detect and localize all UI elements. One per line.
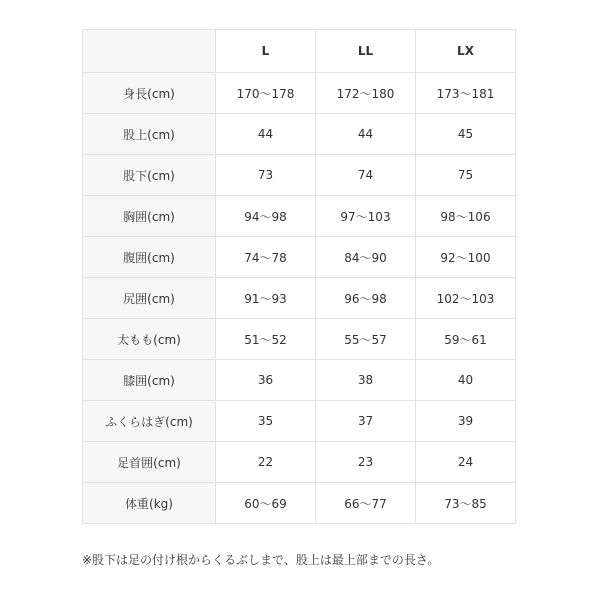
table-row	[83, 483, 516, 524]
row-label: 太もも(cm)	[83, 319, 216, 360]
row-label: 足首囲(cm)	[83, 442, 216, 483]
size-value: 94〜98	[216, 196, 316, 237]
size-value: 60〜69	[216, 483, 316, 524]
table-row	[83, 155, 516, 196]
size-value: 66〜77	[316, 483, 416, 524]
table-row	[83, 442, 516, 483]
size-value: 84〜90	[316, 237, 416, 278]
table-row	[83, 319, 516, 360]
table-row	[83, 237, 516, 278]
size-value: 45	[416, 114, 516, 155]
table-row	[83, 73, 516, 114]
size-value: 51〜52	[216, 319, 316, 360]
size-value: 173〜181	[416, 73, 516, 114]
size-value: 75	[416, 155, 516, 196]
table-row	[83, 278, 516, 319]
size-value: 40	[416, 360, 516, 401]
size-value: 102〜103	[416, 278, 516, 319]
row-label: 股上(cm)	[83, 114, 216, 155]
size-value: 92〜100	[416, 237, 516, 278]
size-value: 74	[316, 155, 416, 196]
size-value: 73〜85	[416, 483, 516, 524]
size-value: 44	[216, 114, 316, 155]
row-label: ふくらはぎ(cm)	[83, 401, 216, 442]
size-value: 170〜178	[216, 73, 316, 114]
table-row	[83, 360, 516, 401]
footnote: ※股下は足の付け根からくるぶしまで、股上は最上部までの長さ。	[82, 553, 440, 567]
table-header-row	[83, 30, 516, 73]
row-label: 体重(kg)	[83, 483, 216, 524]
size-value: 38	[316, 360, 416, 401]
row-label: 胸囲(cm)	[83, 196, 216, 237]
size-value: 97〜103	[316, 196, 416, 237]
header-size-l: L	[216, 30, 316, 73]
size-value: 73	[216, 155, 316, 196]
row-label: 身長(cm)	[83, 73, 216, 114]
size-value: 74〜78	[216, 237, 316, 278]
size-value: 55〜57	[316, 319, 416, 360]
size-value: 98〜106	[416, 196, 516, 237]
table-row	[83, 114, 516, 155]
size-value: 36	[216, 360, 316, 401]
size-value: 39	[416, 401, 516, 442]
table-row	[83, 401, 516, 442]
header-size-lx: LX	[416, 30, 516, 73]
size-value: 35	[216, 401, 316, 442]
size-value: 22	[216, 442, 316, 483]
size-value: 23	[316, 442, 416, 483]
size-value: 91〜93	[216, 278, 316, 319]
size-value: 172〜180	[316, 73, 416, 114]
size-value: 59〜61	[416, 319, 516, 360]
size-chart-table	[82, 29, 516, 524]
size-value: 37	[316, 401, 416, 442]
header-corner-cell	[83, 30, 216, 73]
size-value: 24	[416, 442, 516, 483]
size-value: 96〜98	[316, 278, 416, 319]
row-label: 腹囲(cm)	[83, 237, 216, 278]
header-size-ll: LL	[316, 30, 416, 73]
size-value: 44	[316, 114, 416, 155]
table-row	[83, 196, 516, 237]
row-label: 尻囲(cm)	[83, 278, 216, 319]
row-label: 股下(cm)	[83, 155, 216, 196]
row-label: 膝囲(cm)	[83, 360, 216, 401]
